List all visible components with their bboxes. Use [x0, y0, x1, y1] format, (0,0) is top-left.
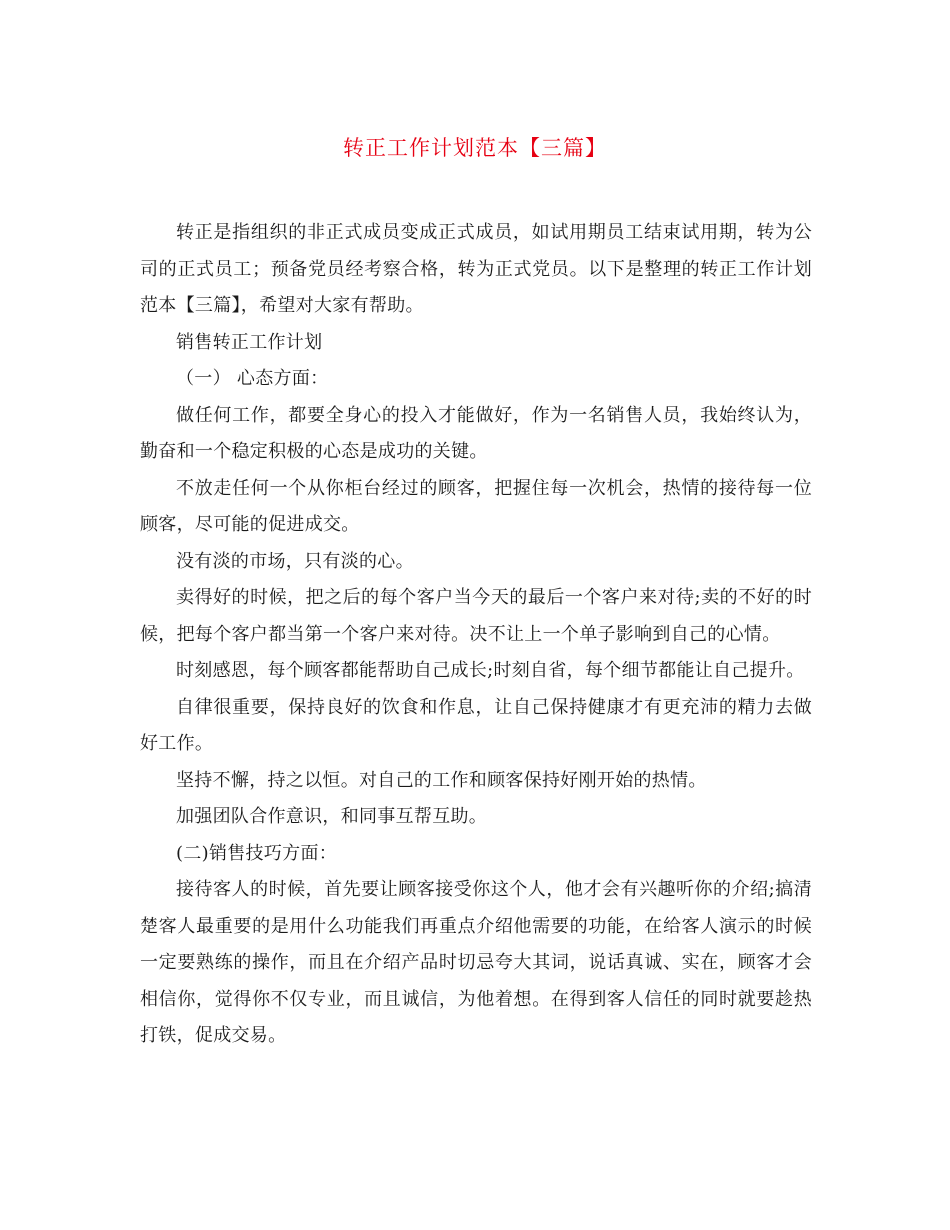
paragraph: 做任何工作，都要全身心的投入才能做好，作为一名销售人员，我始终认为，勤奋和一个稳定积极的心态是成功的关键。	[140, 404, 812, 462]
subheading-mindset: （一） 心态方面：	[176, 368, 329, 389]
section-heading-sales-plan: 销售转正工作计划	[176, 331, 323, 353]
document-body	[140, 215, 812, 1055]
subheading-sales-skills: (二)销售技巧方面：	[176, 842, 338, 864]
paragraph-intro: 转正是指组织的非正式成员变成正式成员，如试用期员工结束试用期，转为公司的正式员工；预备党员经考察合格，转为正式党员。以下是整理的转正工作计划范本【三篇】，希望对大家有帮助。	[140, 222, 812, 316]
paragraph: 自律很重要，保持良好的饮食和作息，让自己保持健康才有更充沛的精力去做好工作。	[140, 696, 812, 754]
paragraph: 没有淡的市场，只有淡的心。	[176, 550, 414, 572]
document-title: 转正工作计划范本【三篇】	[343, 136, 607, 160]
paragraph: 卖得好的时候，把之后的每个客户当今天的最后一个客户来对待;卖的不好的时候，把每个客户都当第一个客户来对待。决不让上一个单子影响到自己的心情。	[140, 587, 812, 645]
paragraph: 不放走任何一个从你柜台经过的顾客，把握住每一次机会，热情的接待每一位顾客，尽可能的促进成交。	[140, 477, 812, 535]
paragraph: 时刻感恩，每个顾客都能帮助自己成长;时刻自省，每个细节都能让自己提升。	[176, 660, 805, 681]
paragraph: 坚持不懈，持之以恒。对自己的工作和顾客保持好刚开始的热情。	[176, 769, 707, 791]
paragraph: 接待客人的时候，首先要让顾客接受你这个人，他才会有兴趣听你的介绍;搞清楚客人最重要的是用什么功能我们再重点介绍他需要的功能，在给客人演示的时候一定要熟练的操作，而且在介绍产品时切忌夸大其词，说话真诚、实在，顾客才会相信你，觉得你不仅专业，而且诚信，为他着想。在得到客人信任的同时就要趁热打铁，促成交易。	[140, 879, 812, 1046]
paragraph: 加强团队合作意识，和同事互帮互助。	[176, 806, 488, 827]
